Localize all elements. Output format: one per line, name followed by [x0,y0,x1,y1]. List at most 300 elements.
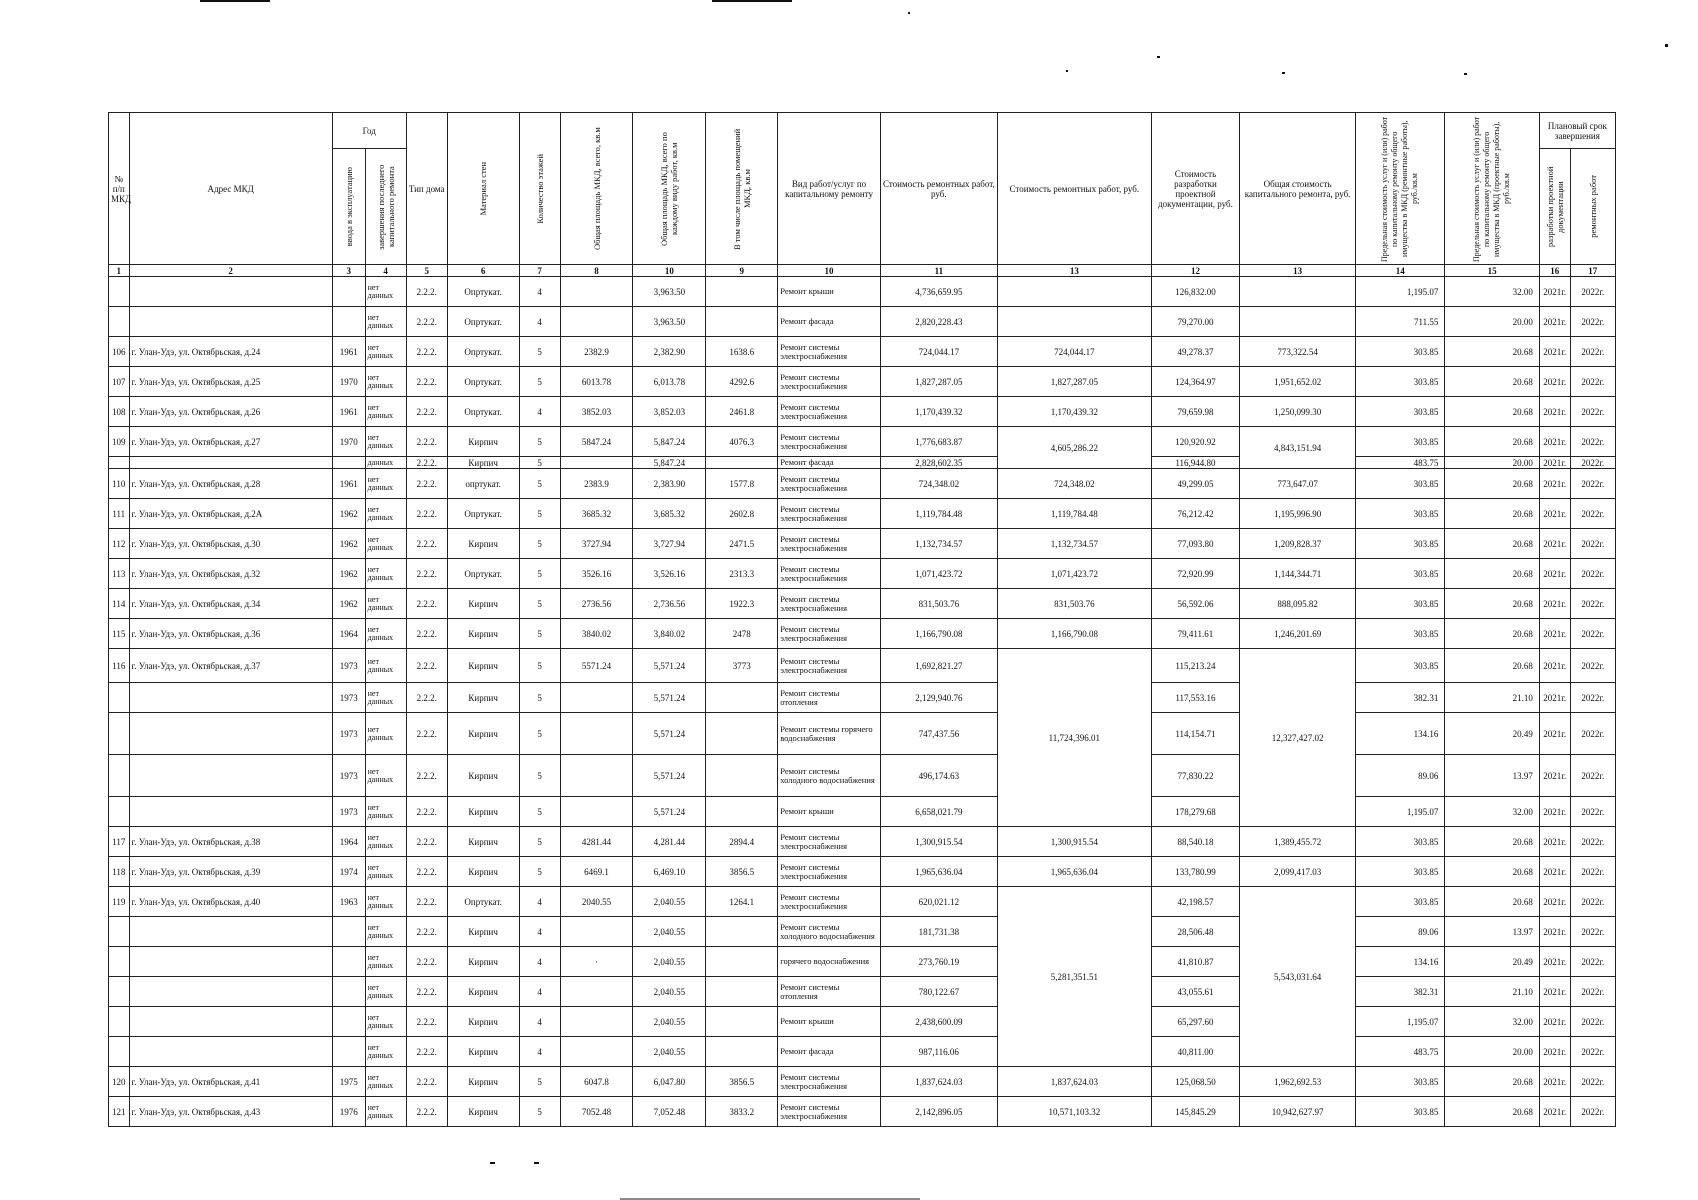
wall-material-cell: Кирпич [447,713,519,755]
deadline-design-cell: 2021г. [1539,469,1570,499]
wall-material-cell: опртукат. [447,469,519,499]
wall-material-cell: Опртукат. [447,337,519,367]
limit-design-cell: 21.10 [1445,977,1539,1007]
doc-cost-cell: 116,944.80 [1151,457,1239,469]
wall-material-cell: Кирпич [447,427,519,457]
work-type-cell: Ремонт системы электроснабжения [778,827,881,857]
deadline-repair-cell: 2022г. [1570,917,1615,947]
deadline-repair-cell: 2022г. [1570,713,1615,755]
area-by-work-cell: 2,040.55 [633,977,706,1007]
living-area-cell: 4292.6 [706,367,778,397]
area-by-work-cell: 2,383.90 [633,469,706,499]
header-year-last-repair-text: завершения последнего капитального ремонта [375,163,396,250]
total-cost-cell: 1,389,455.72 [1240,827,1356,857]
last-repair-cell: нет данных [365,307,406,337]
floors-cell: 5 [519,559,560,589]
address-cell [129,977,332,1007]
row-number: 115 [109,619,130,649]
limit-design-cell: 20.49 [1445,713,1539,755]
year-cell: 1970 [332,427,365,457]
deadline-repair-cell: 2022г. [1570,1067,1615,1097]
year-cell [332,457,365,469]
year-cell: 1961 [332,337,365,367]
total-area-cell: 4281.44 [560,827,633,857]
address-cell: г. Улан-Удэ, ул. Октябрьская, д.26 [129,397,332,427]
year-cell: 1976 [332,1097,365,1127]
address-cell: г. Улан-Удэ, ул. Октябрьская, д.30 [129,529,332,559]
address-cell [129,797,332,827]
row-number: 113 [109,559,130,589]
living-area-cell [706,457,778,469]
wall-material-cell: Кирпич [447,1037,519,1067]
address-cell: г. Улан-Удэ, ул. Октябрьская, д.34 [129,589,332,619]
living-area-cell: 2478 [706,619,778,649]
address-cell: г. Улан-Удэ, ул. Октябрьская, д.36 [129,619,332,649]
house-type-cell: 2.2.2. [406,337,447,367]
last-repair-cell: нет данных [365,589,406,619]
doc-cost-cell: 88,540.18 [1151,827,1239,857]
address-cell: г. Улан-Удэ, ул. Октябрьская, д.32 [129,559,332,589]
header-deadline-repair [1570,149,1615,265]
limit-design-cell: 20.68 [1445,529,1539,559]
repair-cost-total-cell [997,307,1151,337]
header-deadline-design [1539,149,1570,265]
limit-design-cell: 20.68 [1445,857,1539,887]
row-number [109,917,130,947]
repair-cost-cell: 2,142,896.05 [880,1097,997,1127]
area-by-work-cell: 3,852.03 [633,397,706,427]
floors-cell: 5 [519,469,560,499]
doc-cost-cell: 145,845.29 [1151,1097,1239,1127]
deadline-design-cell: 2021г. [1539,1037,1570,1067]
deadline-design-cell: 2021г. [1539,1007,1570,1037]
table-row [109,427,1616,457]
repair-cost-cell: 1,166,790.08 [880,619,997,649]
limit-repair-cell: 134.16 [1356,947,1445,977]
repair-cost-total-cell: 11,724,396.01 [997,649,1151,827]
row-number: 121 [109,1097,130,1127]
last-repair-cell: нет данных [365,827,406,857]
limit-repair-cell: 303.85 [1356,619,1445,649]
deadline-design-cell: 2021г. [1539,713,1570,755]
year-cell: 1963 [332,887,365,917]
deadline-design-cell: 2021г. [1539,827,1570,857]
column-index-cell: 10 [633,265,706,277]
house-type-cell: 2.2.2. [406,1007,447,1037]
house-type-cell: 2.2.2. [406,619,447,649]
repair-cost-cell: 1,300,915.54 [880,827,997,857]
limit-design-cell: 20.68 [1445,827,1539,857]
living-area-cell [706,277,778,307]
header-doc-cost: Стоимость разработки проектной документации, руб. [1151,113,1239,265]
header-year-commission-text: ввода в эксплуатацию [343,166,354,247]
limit-repair-cell: 303.85 [1356,887,1445,917]
column-index-cell: 4 [365,265,406,277]
house-type-cell: 2.2.2. [406,827,447,857]
floors-cell: 5 [519,713,560,755]
deadline-design-cell: 2021г. [1539,977,1570,1007]
limit-repair-cell: 483.75 [1356,457,1445,469]
doc-cost-cell: 40,811.00 [1151,1037,1239,1067]
area-by-work-cell: 5,571.24 [633,797,706,827]
header-house-type: Тип дома [406,113,447,265]
year-cell: 1962 [332,559,365,589]
year-cell: 1973 [332,683,365,713]
limit-repair-cell: 303.85 [1356,529,1445,559]
deadline-design-cell: 2021г. [1539,755,1570,797]
repair-cost-cell: 1,827,287.05 [880,367,997,397]
deadline-design-cell: 2021г. [1539,499,1570,529]
column-index-cell: 7 [519,265,560,277]
doc-cost-cell: 117,553.16 [1151,683,1239,713]
last-repair-cell: нет данных [365,649,406,683]
header-floors [519,113,560,265]
limit-design-cell: 20.49 [1445,947,1539,977]
house-type-cell: 2.2.2. [406,559,447,589]
deadline-design-cell: 2021г. [1539,457,1570,469]
house-type-cell: 2.2.2. [406,947,447,977]
doc-cost-cell: 42,198.57 [1151,887,1239,917]
work-type-cell: Ремонт фасада [778,457,881,469]
deadline-repair-cell: 2022г. [1570,427,1615,457]
column-index-cell: 1 [109,265,130,277]
table-row [109,755,1616,797]
repair-cost-cell: 1,837,624.03 [880,1067,997,1097]
repair-cost-cell: 4,736,659.95 [880,277,997,307]
living-area-cell: 2894.4 [706,827,778,857]
deadline-repair-cell: 2022г. [1570,397,1615,427]
floors-cell: 4 [519,307,560,337]
scan-mark [534,1162,539,1164]
address-cell: г. Улан-Удэ, ул. Октябрьская, д.24 [129,337,332,367]
address-cell: г. Улан-Удэ, ул. Октябрьская, д.43 [129,1097,332,1127]
work-type-cell: Ремонт системы холодного водоснабжения [778,917,881,947]
deadline-repair-cell: 2022г. [1570,977,1615,1007]
total-area-cell: 6469.1 [560,857,633,887]
doc-cost-cell: 126,832.00 [1151,277,1239,307]
row-number [109,755,130,797]
wall-material-cell: Кирпич [447,529,519,559]
area-by-work-cell: 2,382.90 [633,337,706,367]
table-body [109,277,1616,1127]
row-number [109,277,130,307]
area-by-work-cell: 3,840.02 [633,619,706,649]
house-type-cell: 2.2.2. [406,589,447,619]
last-repair-cell: нет данных [365,367,406,397]
table-row [109,713,1616,755]
area-by-work-cell: 2,040.55 [633,1037,706,1067]
wall-material-cell: Кирпич [447,1007,519,1037]
deadline-repair-cell: 2022г. [1570,469,1615,499]
header-no: № п/п МКД [109,113,130,265]
area-by-work-cell: 5,847.24 [633,457,706,469]
repair-cost-cell: 2,129,940.76 [880,683,997,713]
limit-repair-cell: 382.31 [1356,683,1445,713]
row-number [109,1037,130,1067]
repair-cost-total-cell [997,277,1151,307]
limit-design-cell: 20.68 [1445,499,1539,529]
floors-cell: 5 [519,827,560,857]
work-type-cell: Ремонт системы электроснабжения [778,1067,881,1097]
total-area-cell: 6047.8 [560,1067,633,1097]
year-cell: 1975 [332,1067,365,1097]
total-cost-cell: 1,962,692.53 [1240,1067,1356,1097]
limit-repair-cell: 711.55 [1356,307,1445,337]
row-number: 120 [109,1067,130,1097]
repair-cost-cell: 831,503.76 [880,589,997,619]
total-cost-cell: 773,322.54 [1240,337,1356,367]
last-repair-cell: нет данных [365,1037,406,1067]
limit-design-cell: 20.00 [1445,1037,1539,1067]
floors-cell: 5 [519,797,560,827]
scan-mark [712,0,792,2]
wall-material-cell: Опртукат. [447,367,519,397]
deadline-design-cell: 2021г. [1539,857,1570,887]
row-number: 114 [109,589,130,619]
table-row [109,887,1616,917]
living-area-cell: 2461.8 [706,397,778,427]
total-area-cell [560,683,633,713]
deadline-repair-cell: 2022г. [1570,619,1615,649]
deadline-design-cell: 2021г. [1539,367,1570,397]
total-cost-cell: 1,246,201.69 [1240,619,1356,649]
table-row [109,649,1616,683]
limit-repair-cell: 303.85 [1356,857,1445,887]
total-cost-cell: 5,543,031.64 [1240,887,1356,1067]
doc-cost-cell: 124,364.97 [1151,367,1239,397]
doc-cost-cell: 77,093.80 [1151,529,1239,559]
header-living-area [706,113,778,265]
repair-register-table [108,112,1616,1127]
repair-cost-cell: 1,119,784.48 [880,499,997,529]
column-index-cell: 13 [1240,265,1356,277]
column-index-cell: 16 [1539,265,1570,277]
table-row [109,1037,1616,1067]
total-area-cell [560,917,633,947]
total-area-cell: 3727.94 [560,529,633,559]
deadline-design-cell: 2021г. [1539,397,1570,427]
wall-material-cell: Опртукат. [447,277,519,307]
deadline-design-cell: 2021г. [1539,337,1570,367]
work-type-cell: Ремонт крыши [778,797,881,827]
floors-cell: 5 [519,367,560,397]
deadline-design-cell: 2021г. [1539,1067,1570,1097]
deadline-repair-cell: 2022г. [1570,499,1615,529]
total-cost-cell: 888,095.82 [1240,589,1356,619]
doc-cost-cell: 133,780.99 [1151,857,1239,887]
repair-cost-total-cell: 1,300,915.54 [997,827,1151,857]
wall-material-cell: Кирпич [447,797,519,827]
work-type-cell: Ремонт системы электроснабжения [778,1097,881,1127]
row-number [109,947,130,977]
scan-mark [1157,56,1160,58]
repair-cost-total-cell: 724,348.02 [997,469,1151,499]
limit-design-cell: 20.68 [1445,469,1539,499]
header-limit-repair-text: Предельная стоимость услуг и (или) работ по капитальному ремонту общего имущества в МКД (ремонтные работы), руб./кв.м [1380,115,1420,262]
wall-material-cell: Опртукат. [447,559,519,589]
row-number: 108 [109,397,130,427]
wall-material-cell: Кирпич [447,857,519,887]
repair-cost-cell: 620,021.12 [880,887,997,917]
deadline-repair-cell: 2022г. [1570,1097,1615,1127]
repair-cost-cell: 2,438,600.09 [880,1007,997,1037]
scan-mark [1665,44,1668,47]
deadline-repair-cell: 2022г. [1570,649,1615,683]
address-cell: г. Улан-Удэ, ул. Октябрьская, д.38 [129,827,332,857]
table-row [109,457,1616,469]
repair-cost-cell: 1,132,734.57 [880,529,997,559]
deadline-repair-cell: 2022г. [1570,559,1615,589]
last-repair-cell: нет данных [365,857,406,887]
total-area-cell: 3526.16 [560,559,633,589]
living-area-cell [706,797,778,827]
wall-material-cell: Кирпич [447,977,519,1007]
table-row [109,529,1616,559]
doc-cost-cell: 120,920.92 [1151,427,1239,457]
table-row [109,797,1616,827]
house-type-cell: 2.2.2. [406,469,447,499]
total-cost-cell: 1,250,099.30 [1240,397,1356,427]
floors-cell: 5 [519,337,560,367]
row-number: 116 [109,649,130,683]
deadline-design-cell: 2021г. [1539,529,1570,559]
last-repair-cell: данных [365,457,406,469]
deadline-repair-cell: 2022г. [1570,367,1615,397]
row-number: 112 [109,529,130,559]
header-deadline-repair-text: ремонтных работ [1587,175,1598,238]
area-by-work-cell: 2,040.55 [633,917,706,947]
scan-mark [1066,70,1068,72]
floors-cell: 5 [519,499,560,529]
limit-design-cell: 20.68 [1445,559,1539,589]
limit-design-cell: 13.97 [1445,917,1539,947]
work-type-cell: горячего водоснабжения [778,947,881,977]
living-area-cell: 3856.5 [706,857,778,887]
limit-design-cell: 20.00 [1445,457,1539,469]
row-number: 117 [109,827,130,857]
repair-cost-cell: 987,116.06 [880,1037,997,1067]
deadline-repair-cell: 2022г. [1570,887,1615,917]
header-limit-design [1445,113,1539,265]
header-total-area [560,113,633,265]
repair-cost-cell: 1,071,423.72 [880,559,997,589]
deadline-repair-cell: 2022г. [1570,457,1615,469]
row-number: 119 [109,887,130,917]
limit-repair-cell: 303.85 [1356,1067,1445,1097]
year-cell: 1964 [332,827,365,857]
house-type-cell: 2.2.2. [406,977,447,1007]
house-type-cell: 2.2.2. [406,683,447,713]
deadline-repair-cell: 2022г. [1570,337,1615,367]
repair-cost-cell: 747,437.56 [880,713,997,755]
table-row [109,367,1616,397]
row-number [109,307,130,337]
repair-cost-cell: 780,122.67 [880,977,997,1007]
limit-design-cell: 20.68 [1445,619,1539,649]
last-repair-cell: нет данных [365,337,406,367]
work-type-cell: Ремонт крыши [778,1007,881,1037]
repair-cost-total-cell: 10,571,103.32 [997,1097,1151,1127]
repair-cost-total-cell: 1,965,636.04 [997,857,1151,887]
table-row [109,277,1616,307]
year-cell [332,977,365,1007]
last-repair-cell: нет данных [365,277,406,307]
table-row [109,499,1616,529]
last-repair-cell: нет данных [365,755,406,797]
deadline-design-cell: 2021г. [1539,559,1570,589]
total-area-cell [560,797,633,827]
header-living-area-text: В том числе площадь помещений МКД, кв.м [731,127,752,250]
limit-design-cell: 20.00 [1445,307,1539,337]
floors-cell: 4 [519,977,560,1007]
deadline-design-cell: 2021г. [1539,427,1570,457]
table-row [109,619,1616,649]
total-area-cell [560,1007,633,1037]
year-cell: 1961 [332,469,365,499]
work-type-cell: Ремонт системы электроснабжения [778,529,881,559]
total-cost-cell: 2,099,417.03 [1240,857,1356,887]
floors-cell: 4 [519,917,560,947]
living-area-cell [706,917,778,947]
repair-cost-cell: 1,776,683.87 [880,427,997,457]
table-row [109,559,1616,589]
column-index-cell: 8 [560,265,633,277]
repair-cost-total-cell: 1,170,439.32 [997,397,1151,427]
repair-cost-cell: 1,692,821.27 [880,649,997,683]
total-cost-cell: 1,209,828.37 [1240,529,1356,559]
deadline-repair-cell: 2022г. [1570,529,1615,559]
column-index-cell: 2 [129,265,332,277]
limit-design-cell: 20.68 [1445,887,1539,917]
last-repair-cell: нет данных [365,499,406,529]
area-by-work-cell: 3,963.50 [633,277,706,307]
table-row [109,1067,1616,1097]
living-area-cell: 2471.5 [706,529,778,559]
deadline-design-cell: 2021г. [1539,683,1570,713]
last-repair-cell: нет данных [365,683,406,713]
address-cell: г. Улан-Удэ, ул. Октябрьская, д.39 [129,857,332,887]
doc-cost-cell: 72,920.99 [1151,559,1239,589]
address-cell [129,947,332,977]
total-cost-cell: 12,327,427.02 [1240,649,1356,827]
house-type-cell: 2.2.2. [406,713,447,755]
area-by-work-cell: 3,727.94 [633,529,706,559]
total-area-cell: 3840.02 [560,619,633,649]
limit-repair-cell: 303.85 [1356,337,1445,367]
doc-cost-cell: 49,299.05 [1151,469,1239,499]
deadline-design-cell: 2021г. [1539,277,1570,307]
area-by-work-cell: 2,040.55 [633,887,706,917]
limit-repair-cell: 134.16 [1356,713,1445,755]
work-type-cell: Ремонт системы электроснабжения [778,469,881,499]
living-area-cell [706,1037,778,1067]
area-by-work-cell: 3,963.50 [633,307,706,337]
repair-cost-cell: 2,820,228.43 [880,307,997,337]
house-type-cell: 2.2.2. [406,499,447,529]
wall-material-cell: Кирпич [447,1097,519,1127]
limit-design-cell: 13.97 [1445,755,1539,797]
repair-cost-total-cell: 724,044.17 [997,337,1151,367]
total-cost-cell: 773,647.07 [1240,469,1356,499]
address-cell [129,683,332,713]
year-cell [332,917,365,947]
doc-cost-cell: 114,154.71 [1151,713,1239,755]
last-repair-cell: нет данных [365,559,406,589]
address-cell [129,713,332,755]
table-row [109,683,1616,713]
scan-mark [908,12,910,14]
work-type-cell: Ремонт системы отопления [778,977,881,1007]
